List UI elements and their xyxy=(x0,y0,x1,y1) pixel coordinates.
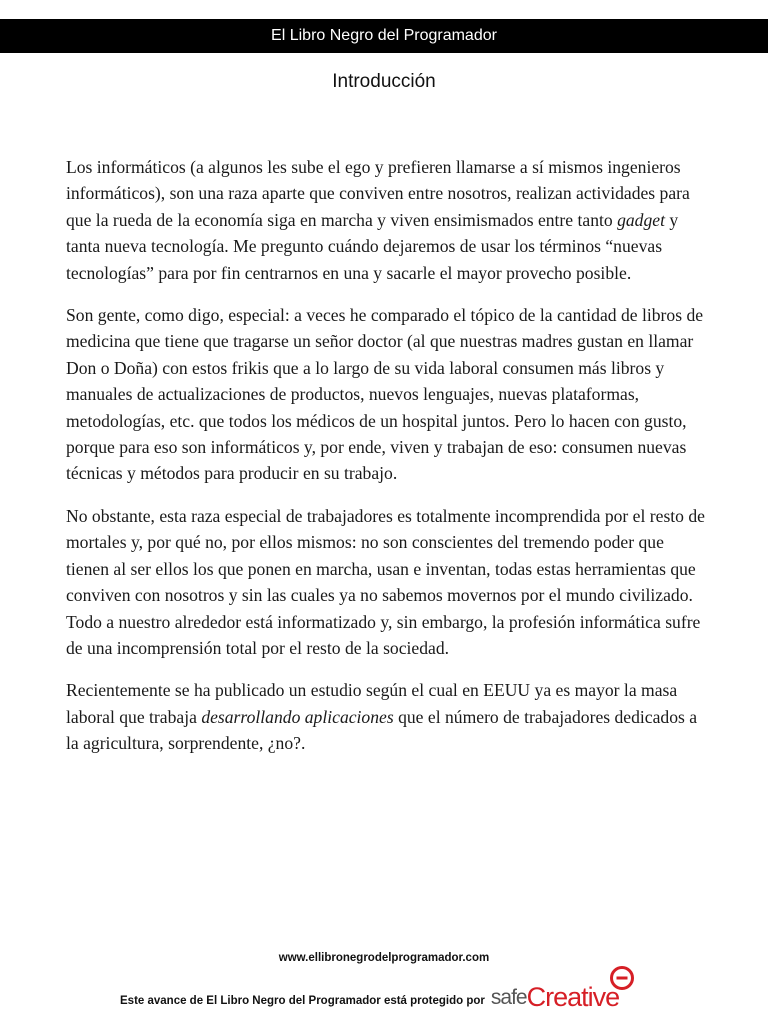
book-title: El Libro Negro del Programador xyxy=(271,27,497,44)
paragraph-2: Son gente, como digo, especial: a veces he comparado el tópico de la cantidad de libros de medicina que tiene que tragarse un señor doctor (al que nuestras madres gustan en llamar Don o Doña) con estos frikis que a lo largo de su vida laboral consumen más libros y manuales de actualizaciones de productos, nuevos lenguajes, nuevas plataformas, metodologías, etc. que todos los médicos de un hospital juntos. Pero lo hacen con gusto, porque para eso son informáticos y, por ende, viven y trabajan de eso: consumen nuevas técnicas y métodos para producir en su trabajo. xyxy=(66,305,704,484)
italic-desarrollando: desarrollando aplicaciones xyxy=(201,706,394,727)
logo-safe-text: safe xyxy=(490,986,527,1009)
footer-protection-notice xyxy=(120,982,620,1012)
header-bar xyxy=(0,19,768,53)
body-text xyxy=(66,154,710,773)
paragraph-3: No obstante, esta raza especial de trabajadores es totalmente incomprendida por el resto de mortales y, por qué no, por ellos mismos: no son conscientes del tremendo poder que tienen al ser ellos los que ponen en marcha, usan e inventan, todas estas herramientas que conviven con nosotros y sin las cuales ya no sabemos movernos por el mundo civilizado. Todo a nuestro alrededor está informatizado y, sin embargo, la profesión informática sufre de una incomprensión total por el resto de la sociedad. xyxy=(66,505,705,658)
protection-text: Este avance de El Libro Negro del Programador está protegido por xyxy=(120,995,485,1007)
italic-gadget: gadget xyxy=(617,209,665,230)
page-title: Introducción xyxy=(332,71,436,92)
safecreative-mark-icon xyxy=(609,965,635,991)
logo-creative-text: Creative xyxy=(526,982,620,1012)
paragraph-4: Recientemente se ha publicado un estudio según el cual en EEUU ya es mayor la masa laboral que trabaja desarrollando aplicaciones que el número de trabajadores dedicados a la agricultura, sorprendente, ¿no?. xyxy=(66,680,698,754)
paragraph-1: Los informáticos (a algunos les sube el ego y prefieren llamarse a sí mismos ingenieros informáticos), son una raza aparte que conviven entre nosotros, realizan actividades para que la rueda de la economía siga en marcha y viven ensimismados entre tanto gadget y tanta nueva tecnología. Me pregunto cuándo dejaremos de usar los términos “nuevas tecnologías” para por fin centrarnos en una y sacarle el mayor provecho posible. xyxy=(66,157,690,283)
footer-url[interactable]: www.ellibronegrodelprogramador.com xyxy=(278,952,490,964)
safecreative-logo[interactable] xyxy=(490,982,620,1012)
